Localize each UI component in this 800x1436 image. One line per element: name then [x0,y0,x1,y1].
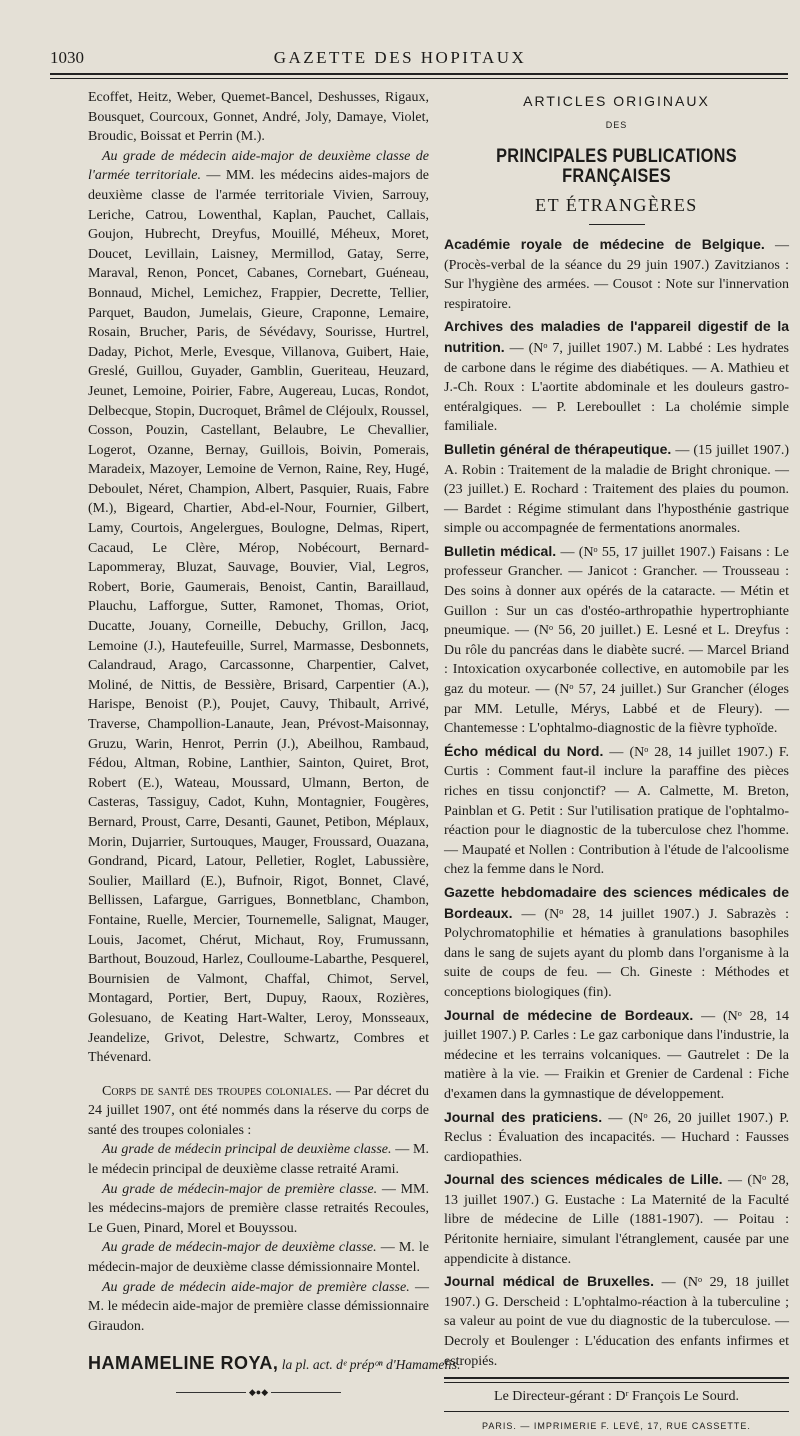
paragraph-major-2 [88,1238,429,1277]
grade-heading: Au grade de médecin aide-major de deuxième classe de l'armée territoriale. [88,148,429,184]
paragraph-aide-major [88,1278,429,1337]
header-rule [50,73,788,75]
section-heading: Corps de santé des troupes coloniales. [102,1083,332,1099]
paragraph-coloniales [88,1082,429,1141]
paragraph-territoriale [88,147,429,1068]
paragraph-text: — M. le médecin-major de deuxième classe démissionnaire Montel. [88,1240,429,1276]
footer-rule-thin [444,1382,789,1383]
journal-entry [444,542,789,739]
section-subtitle-des: DES [605,119,628,130]
journal-contents: — (Nᵒ 28, 14 juillet 1907.) P. Carles : Le gaz carbonique dans l'industrie, la médecine et les terrains volcaniques. — Gautrelet : De la matière à la vie. — Fraikin et Grenier de Cardenal : Fiche d'examen dans la gymnastique de développement. [444,1008,789,1102]
journal-contents: — (15 juillet 1907.) A. Robin : Traitement de la maladie de Bright chronique. — (23 juillet.) E. Rochard : Traitement des plaies du poumon. — Bardet : Régime stimulant dans l'hyposthénie gastrique simple ou accompagnée de fermentations anormales. [444,442,789,537]
journal-entry [444,440,789,539]
paragraph-text: — Par décret du 24 juillet 1907, ont été nommés dans la réserve du corps de santé des troupes coloniales : [88,1083,430,1138]
journal-name: Journal de médecine de Bordeaux. [444,1006,694,1023]
journal-entry [444,235,789,314]
journal-entry [444,883,789,1003]
director-line: Le Directeur-gérant : Dʳ François Le Sourd. [494,1389,739,1405]
imprint-line: PARIS. — IMPRIMERIE F. LEVÉ, 17, RUE CASSETTE. [482,1420,751,1431]
short-rule [589,224,645,225]
paragraph-major-1 [88,1180,429,1239]
grade-heading: Au grade de médecin-major de première classe. [102,1181,378,1197]
journal-entry [444,1006,789,1105]
grade-heading: Au grade de médecin principal de deuxième classe. [102,1142,392,1158]
paragraph-text: — M. le médecin aide-major de première classe démissionnaire Giraudon. [88,1279,430,1334]
page-title: GAZETTE DES HOPITAUX [273,48,527,67]
journal-contents: — (Nᵒ 26, 20 juillet 1907.) P. Reclus : Évaluation des incapacités. — Huchard : Fausses cardiopathies. [444,1110,789,1165]
journal-entry [444,1108,789,1168]
imprint-rule [444,1411,789,1412]
journal-name: Bulletin général de thérapeutique. [444,440,672,457]
journal-name: Journal médical de Bruxelles. [444,1273,654,1290]
section-heading-publications: PRINCIPALES PUBLICATIONS FRANÇAISES [496,146,737,187]
journal-name: Journal des praticiens. [444,1108,603,1125]
journal-entry [444,1272,789,1371]
advertisement [88,1353,461,1375]
section-title: ARTICLES ORIGINAUX [523,93,710,109]
journal-name: Journal des sciences médicales de Lille. [444,1171,723,1188]
journal-name: Gazette hebdomadaire des sciences médicales de Bordeaux. [444,883,789,921]
paragraph-names: Ecoffet, Heitz, Weber, Quemet-Bancel, Deshusses, Rigaux, Bousquet, Courcoux, Gonnet, André, Joly, Damaye, Violet, Broudic, Boissat et Perrin (M.). [88,90,429,145]
journal-contents: — (Nᵒ 28, 13 juillet 1907.) G. Eustache : La Maternité de la Faculté libre de médecine de Lille (1881-1907). — Poitau : Péritonite herniaire, simulant l'étranglement, causée par une appendicite à distance. [444,1173,789,1267]
paragraph-text: — MM. les médecins aides-majors de deuxième classe de l'armée territoriale Vivien, Sarrouy, Leriche, Catrou, Lowenthal, Kaplan, Pauchet, Callais, Goujon, Hubrecht, Dreyfus, Mouillé, Méheux, Moret, Doucet, Levillain, Laisney, Mermillod, Gatay, Serre, Maraval, Renon, Poncet, Cabanes, Cornebart, Guéneau, Bonnaud, Michel, Lemichez, Frappier, Decrette, Tellier, Parquet, Baudon, Jumelais, Gieure, Craponne, Lemaire, Rosain, Brucher, Paris, de Sévédavy, Sourisse, Hurtrel, Daday, Pichot, Merle, Evesque, Villanova, Guibert, Haie, Greslé, Guillou, Guyader, Gamblin, Gueriteau, Heuzard, Jeunet, Lemoine, Poirier, Fabre, Augereau, Lucas, Rondot, Delbecque, Stopin, Ducroquet, Brâmel de Cléjoulx, Roussel, Cosson, Pouzin, Castellant, Belaubre, Le Chevallier, Logerot, Ozanne, Bernay, Guillois, Boivin, Pomerais, Maradeix, Mazoyer, Lemoine de Vernon, Raine, Rey, Hugé, Deboulet, Néret, Champion, Albert, Pasquier, Ruais, Fabre (M.), Bigeard, Chartier, Abd-el-Nour, Fournier, Gilbert, Lamy, Courtois, Angelergues, Boulogne, Delmas, Ripert, Cacaud, Le Clère, Mérop, Nobécourt, Bernard-Lapommeray, Bluzat, Sauvage, Bouvier, Vial, Legros, Robert, Borie, Gaumerais, Benoist, Cantin, Baraillaud, Plauchu, Lafforgue, Sutter, Ramonet, Thomas, Oriot, Ducatte, Jouany, Corneille, Debuchy, Grillon, Jacq, Lemoine (J.), Hautefeuille, Surrel, Marmasse, Desbonnets, Calandraud, Arago, Carcassonne, Charpentier, Calvet, Moliné, de Nittis, de Bessière, Brisard, Carpentier (A.), Harispe, Benoist (P.), Poujet, Cauvy, Thibault, Arrivé, Traverse, Champollion-Lanaute, Jean, Prévost-Maisonnay, Gruzu, Warin, Henrot, Perrin (J.), Abeilhou, Rambaud, Fédou, Altman, Robine, Lanthier, Sainton, Quiret, Brot, Robert (E.), Wateau, Moussard, Ulmann, Berton, de Casteras, Tassiguy, Cadot, Kuhn, Montagnier, Fougères, Bernard, Proust, Carre, Desanti, Gaunet, Petibon, Méplaux, Morin, Dujarrier, Surtouques, Mauger, Froussard, Ouazana, Gondrand, Picard, Latour, Pelletier, Roglet, Labussière, Soulier, Maillard (E.), Bufnoir, Rigot, Bonnet, Clavé, Bellissen, Lafargue, Garrigues, Bonnetblanc, Chambon, Fontaine, Ruelle, Mercier, Tournemelle, Salignat, Mauger, Louis, Jacomet, Chérut, Michaut, Roy, Frumussann, Barthout, Bouzoud, Harlez, Coulloume-Labarthe, Pesquerel, Bournisien de Valmont, Chaffal, Chimot, Servel, Montagard, Portier, Bert, Dupuy, Raoux, Rozières, Golesuano, de Keating Hart-Walter, Leroy, Monsseaux, Jeandelize, Grivot, Delestre, Schwartz, Combres et Thévenard. [88,168,429,1066]
header-rule-thin [50,78,788,79]
ornament-divider: ◆●◆ [88,1383,429,1403]
journal-name: Écho médical du Nord. [444,742,604,759]
journal-name: Bulletin médical. [444,542,557,559]
journal-contents: — (Nᵒ 7, juillet 1907.) M. Labbé : Les hydrates de carbone dans le régime des diabétiques. — A. Mathieu et J.-Ch. Roux : L'aortite abdominale et les douleurs gastro-entéralgiques. — P. Lereboullet : La cholémie simple familiale. [444,340,789,435]
paragraph-text: — M. le médecin principal de deuxième classe retraité Arami. [88,1142,430,1178]
section-heading-etrangeres: ET ÉTRANGÈRES [535,195,698,216]
journal-entry [444,317,789,437]
journal-name: Académie royale de médecine de Belgique. [444,235,765,252]
journal-entry [444,1170,789,1269]
paragraph-text: — MM. les médecins-majors de première classe retraités Recoules, Le Guen, Pinard, Morel et Bouyssou. [88,1181,430,1236]
grade-heading: Au grade de médecin aide-major de première classe. [102,1279,410,1295]
grade-heading: Au grade de médecin-major de deuxième classe. [102,1240,377,1256]
ad-brand: HAMAMELINE ROYA, [88,1353,279,1374]
footer-rule [444,1377,789,1379]
journal-entries [444,235,789,1371]
paragraph-principal [88,1140,429,1179]
journal-contents: — (Nᵒ 28, 14 juillet 1907.) J. Sabrazès : Polychromatophilie et hématies à granulations basophiles dans le sang de sujets ayant du plomb dans l'organisme à la suite de coups de feu. — Ch. Gineste : Méthodes et conceptions biologiques (fin). [444,906,789,1000]
journal-contents: — (Nᵒ 29, 18 juillet 1907.) G. Derscheid : L'ophtalmo-réaction à la tuberculine ; sa valeur au point de vue du diagnostic de la tuberculose. — Decroly et Boulenger : L'éducation des enfants infirmes et estropiés. [444,1275,789,1369]
left-column [88,88,461,1403]
journal-entry [444,742,789,880]
page-number: 1030 [50,48,84,67]
right-column [444,92,789,1436]
journal-contents: — (Nᵒ 28, 14 juillet 1907.) F. Curtis : Comment faut-il inclure la paraffine des pièces riches en tissu conjonctif? — A. Calmette, M. Breton, Painblan et G. Petit : Sur l'utilisation pratique de l'ophtalmo-réaction pour le diagnostic de la tuberculose chez l'homme. — Maupaté et Nollen : Contribution à l'étude de l'alcoolisme chez la femme dans le Nord. [444,744,789,878]
ad-text: la pl. act. dᵉ prépᵒⁿ d'Hamamelis. [278,1357,461,1373]
journal-contents: — (Procès-verbal de la séance du 29 juin 1907.) Zavitzianos : Sur l'hygiène des armées. — Cousot : Note sur l'innervation respiratoire. [444,237,790,312]
journal-contents: — (Nᵒ 55, 17 juillet 1907.) Faisans : Le professeur Grancher. — Janicot : Grancher. — Trousseau : Des soins à donner aux opérés de la cataracte. — Métin et Guillon : Sur un cas d'ostéo-arthropathie hypertrophiante pneumique. — (Nᵒ 56, 20 juillet.) E. Lesné et L. Dreyfus : Du rôle du pancréas dans le diabète sucré. — Marcel Briand : Intoxication oxycarbonée collective, en automobile par les gaz du moteur. — (Nᵒ 57, 24 juillet.) Sur Grancher (éloges par MM. Letulle, Mérys, Labbé et de Fleury). — Chantemesse : L'ophtalmo-diagnostic de la fièvre typhoïde. [444,544,789,737]
journal-name: Archives des maladies de l'appareil digestif de la nutrition. [444,318,789,355]
